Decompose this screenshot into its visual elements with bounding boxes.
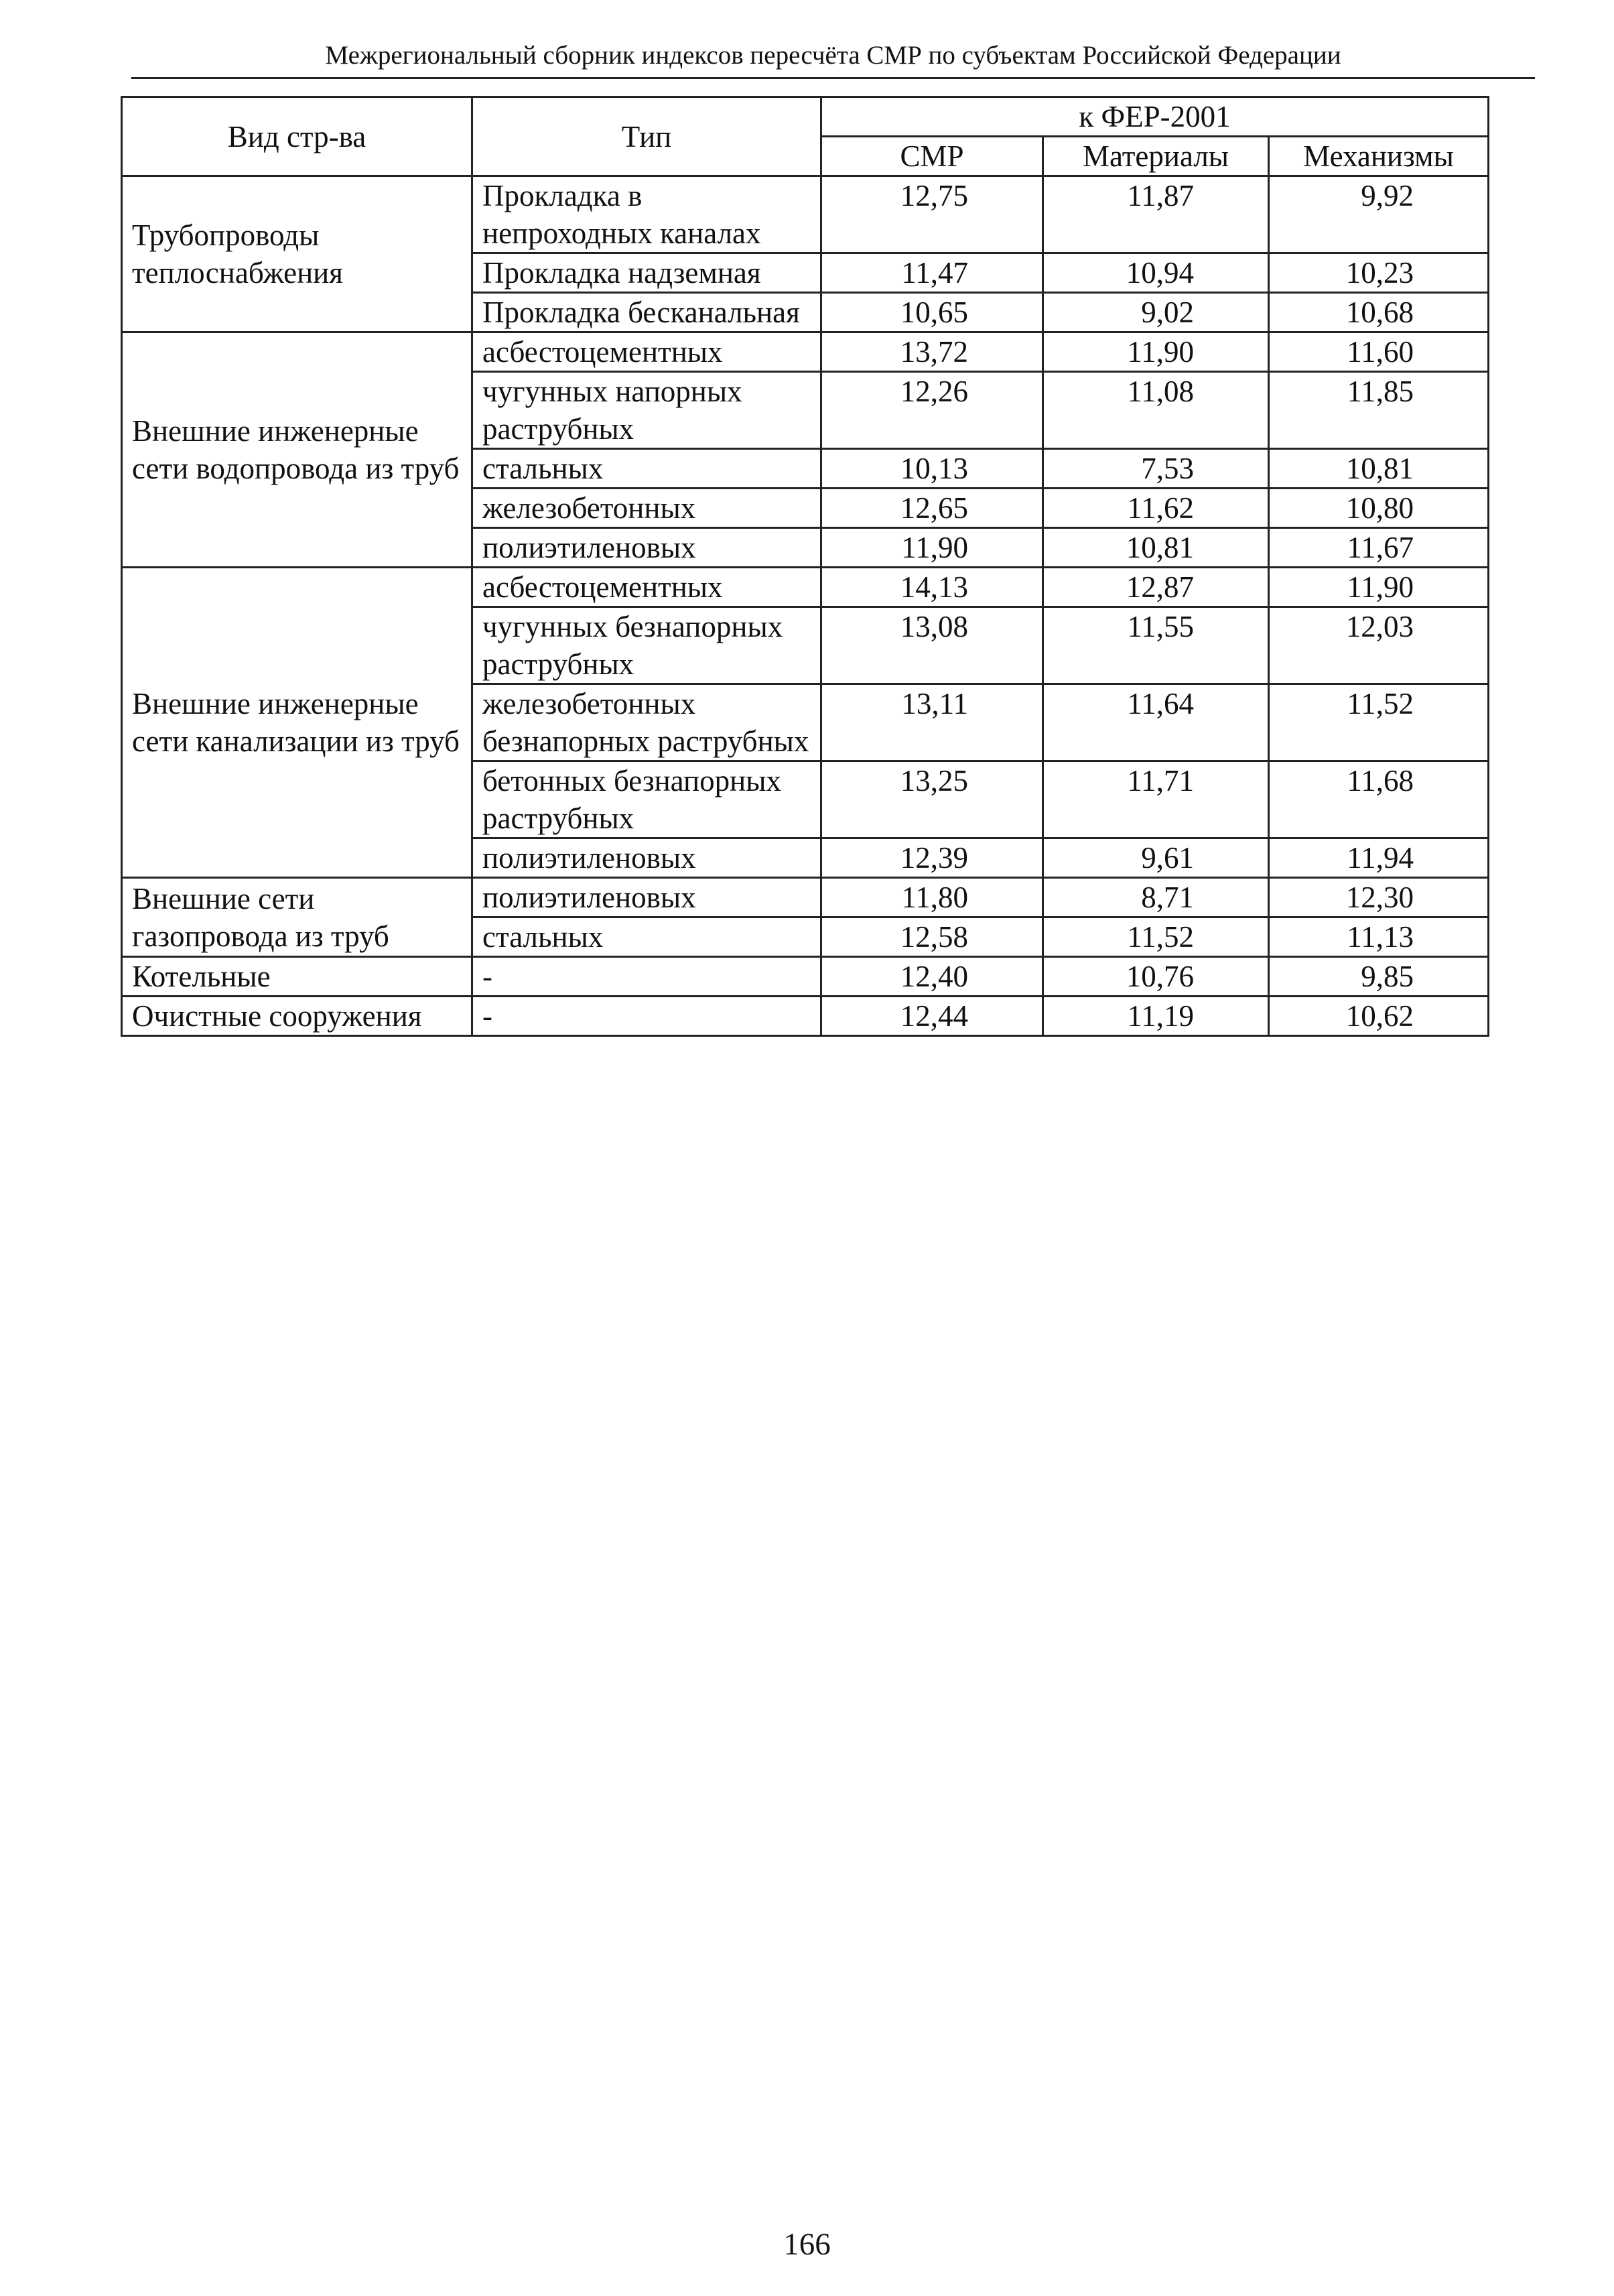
pipe-type-cell: стальных — [472, 449, 821, 489]
machinery-index-cell: 11,68 — [1269, 761, 1489, 838]
index-table-wrapper — [121, 96, 1489, 1037]
col-header-meh: Механизмы — [1269, 137, 1489, 176]
machinery-index-cell: 10,23 — [1269, 253, 1489, 293]
construction-type-cell: Котельные — [122, 957, 472, 997]
table-row — [122, 957, 1489, 997]
machinery-index-cell: 10,80 — [1269, 489, 1489, 528]
pipe-type-cell: полиэтиленовых — [472, 528, 821, 568]
materials-index-cell: 12,87 — [1043, 568, 1269, 607]
machinery-index-cell: 10,68 — [1269, 293, 1489, 332]
materials-index-cell: 9,02 — [1043, 293, 1269, 332]
construction-type-cell: Трубопроводы теплоснабжения — [122, 176, 472, 332]
smr-index-cell: 14,13 — [821, 568, 1043, 607]
table-row — [122, 332, 1489, 372]
smr-index-cell: 11,90 — [821, 528, 1043, 568]
machinery-index-cell: 9,85 — [1269, 957, 1489, 997]
machinery-index-cell: 11,94 — [1269, 838, 1489, 878]
machinery-index-cell: 11,90 — [1269, 568, 1489, 607]
machinery-index-cell: 10,62 — [1269, 997, 1489, 1036]
pipe-type-cell: полиэтиленовых — [472, 838, 821, 878]
materials-index-cell: 11,19 — [1043, 997, 1269, 1036]
smr-index-cell: 12,75 — [821, 176, 1043, 253]
smr-index-cell: 13,72 — [821, 332, 1043, 372]
pipe-type-cell: асбестоцементных — [472, 332, 821, 372]
index-table — [121, 96, 1489, 1037]
page-number: 166 — [783, 2227, 831, 2262]
machinery-index-cell: 12,03 — [1269, 607, 1489, 684]
table-row — [122, 568, 1489, 607]
materials-index-cell: 8,71 — [1043, 878, 1269, 917]
table-row — [122, 997, 1489, 1036]
smr-index-cell: 12,44 — [821, 997, 1043, 1036]
smr-index-cell: 10,13 — [821, 449, 1043, 489]
col-header-vid: Вид стр-ва — [122, 97, 472, 176]
smr-index-cell: 12,26 — [821, 372, 1043, 449]
machinery-index-cell: 12,30 — [1269, 878, 1489, 917]
table-row — [122, 878, 1489, 917]
smr-index-cell: 12,58 — [821, 917, 1043, 957]
table-row — [122, 176, 1489, 253]
construction-type-cell: Внешние инженерные сети водопровода из труб — [122, 332, 472, 568]
materials-index-cell: 11,90 — [1043, 332, 1269, 372]
col-header-group: к ФЕР-2001 — [821, 97, 1489, 137]
pipe-type-cell: бетонных безнапорных раструбных — [472, 761, 821, 838]
smr-index-cell: 13,11 — [821, 684, 1043, 761]
pipe-type-cell: Прокладка бесканальная — [472, 293, 821, 332]
materials-index-cell: 11,87 — [1043, 176, 1269, 253]
materials-index-cell: 9,61 — [1043, 838, 1269, 878]
smr-index-cell: 13,08 — [821, 607, 1043, 684]
pipe-type-cell: чугунных напорных раструбных — [472, 372, 821, 449]
construction-type-cell: Внешние сети газопровода из труб — [122, 878, 472, 957]
materials-index-cell: 10,94 — [1043, 253, 1269, 293]
pipe-type-cell: стальных — [472, 917, 821, 957]
machinery-index-cell: 11,67 — [1269, 528, 1489, 568]
smr-index-cell: 12,39 — [821, 838, 1043, 878]
machinery-index-cell: 10,81 — [1269, 449, 1489, 489]
pipe-type-cell: - — [472, 957, 821, 997]
machinery-index-cell: 11,60 — [1269, 332, 1489, 372]
materials-index-cell: 11,71 — [1043, 761, 1269, 838]
smr-index-cell: 12,65 — [821, 489, 1043, 528]
smr-index-cell: 13,25 — [821, 761, 1043, 838]
materials-index-cell: 10,76 — [1043, 957, 1269, 997]
pipe-type-cell: железобетонных — [472, 489, 821, 528]
machinery-index-cell: 11,85 — [1269, 372, 1489, 449]
materials-index-cell: 11,55 — [1043, 607, 1269, 684]
machinery-index-cell: 11,13 — [1269, 917, 1489, 957]
materials-index-cell: 11,64 — [1043, 684, 1269, 761]
smr-index-cell: 10,65 — [821, 293, 1043, 332]
page-header: Межрегиональный сборник индексов пересчёта СМР по субъектам Российской Федерации — [131, 40, 1535, 79]
col-header-tip: Тип — [472, 97, 821, 176]
smr-index-cell: 11,47 — [821, 253, 1043, 293]
smr-index-cell: 12,40 — [821, 957, 1043, 997]
smr-index-cell: 11,80 — [821, 878, 1043, 917]
materials-index-cell: 10,81 — [1043, 528, 1269, 568]
materials-index-cell: 11,08 — [1043, 372, 1269, 449]
pipe-type-cell: - — [472, 997, 821, 1036]
pipe-type-cell: железобетонных безнапорных раструбных — [472, 684, 821, 761]
materials-index-cell: 11,62 — [1043, 489, 1269, 528]
col-header-smr: СМР — [821, 137, 1043, 176]
pipe-type-cell: асбестоцементных — [472, 568, 821, 607]
col-header-mat: Материалы — [1043, 137, 1269, 176]
machinery-index-cell: 11,52 — [1269, 684, 1489, 761]
index-table-body — [122, 97, 1489, 1036]
materials-index-cell: 11,52 — [1043, 917, 1269, 957]
pipe-type-cell: полиэтиленовых — [472, 878, 821, 917]
construction-type-cell: Очистные сооружения — [122, 997, 472, 1036]
construction-type-cell: Внешние инженерные сети канализации из труб — [122, 568, 472, 878]
pipe-type-cell: Прокладка надземная — [472, 253, 821, 293]
header-row-1 — [122, 97, 1489, 137]
pipe-type-cell: чугунных безнапорных раструбных — [472, 607, 821, 684]
materials-index-cell: 7,53 — [1043, 449, 1269, 489]
pipe-type-cell: Прокладка в непроходных каналах — [472, 176, 821, 253]
machinery-index-cell: 9,92 — [1269, 176, 1489, 253]
